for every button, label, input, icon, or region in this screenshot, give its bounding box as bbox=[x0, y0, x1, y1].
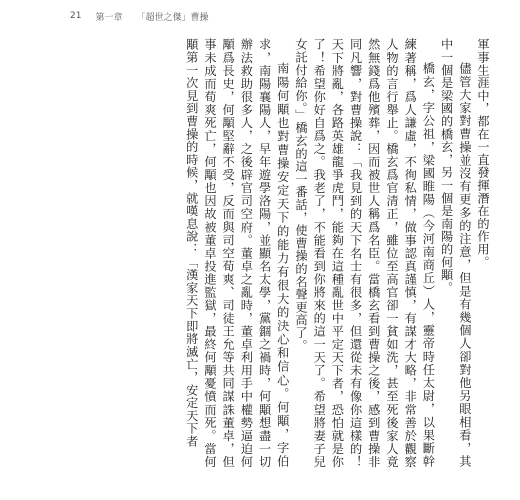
page-number: 21 bbox=[70, 11, 82, 21]
paragraph-4: 南陽何顒也對曹操安定天下的能力有很大的決心和信心。何顒，字伯求，南陽襄陽人，早年遊學洛陽，並顯名太學，黨錮之禍時，何顒想盡一切辦法救助很多人，之後辟官司空府。董卓之亂時，董卓利用手中權勢逼迫何顒爲長史，何顒堅辭不受，反而與司空荀爽、司徒王允等共同謀誅董卓，但事未成而荀爽死亡，何顒也因故被董卓投進監獄，最終何顒憂憤而死。當何顒第一次見到曹操的時候，就嘆息說：「漢家天下即將滅亡，安定天下者 bbox=[184, 38, 290, 468]
chapter-title: 「超世之傑」曹操 bbox=[136, 12, 209, 23]
paragraph-3: 橋玄，字公祖，梁國睢陽（今河南商丘）人，靈帝時任太尉，以果斷幹練著稱，爲人謙虛，不徇私情，做事認真謹慎，有謀才大略，非常善於觀察人物的言行舉止。橋玄爲官清正，雖位至高官卻一貧如洗，甚至死後家人竟然無錢爲他殯葬，因而被世人稱爲名臣。當橋玄看到曹操之後，感到曹操非同凡響，對曹操說：「我見到的天下名士有很多，但還從未有像你這樣的！天下將亂，各路英雄龍爭虎鬥，能夠在這種亂世中平定天下者，恐怕就是你了！希望你好自爲之。我老了，不能看到你將來的這一天了。希望將妻子兒女託付給你。」橋玄的這一番話，使曹操的名聲更高了。 bbox=[293, 38, 436, 468]
header-spacer bbox=[222, 16, 480, 17]
paragraph-1: 軍事生涯中，都在一直發揮潛在的作用。 bbox=[476, 38, 490, 269]
paragraph-2: 儘管大家對曹操並沒有更多的注意，但是有幾個人卻對他另眼相看，其中一個是梁國的橋玄，另一個是南陽的何顒。 bbox=[439, 38, 472, 468]
running-header bbox=[70, 8, 480, 24]
vertical-text-body bbox=[50, 38, 492, 468]
chapter-label: 第一章 bbox=[95, 12, 123, 23]
